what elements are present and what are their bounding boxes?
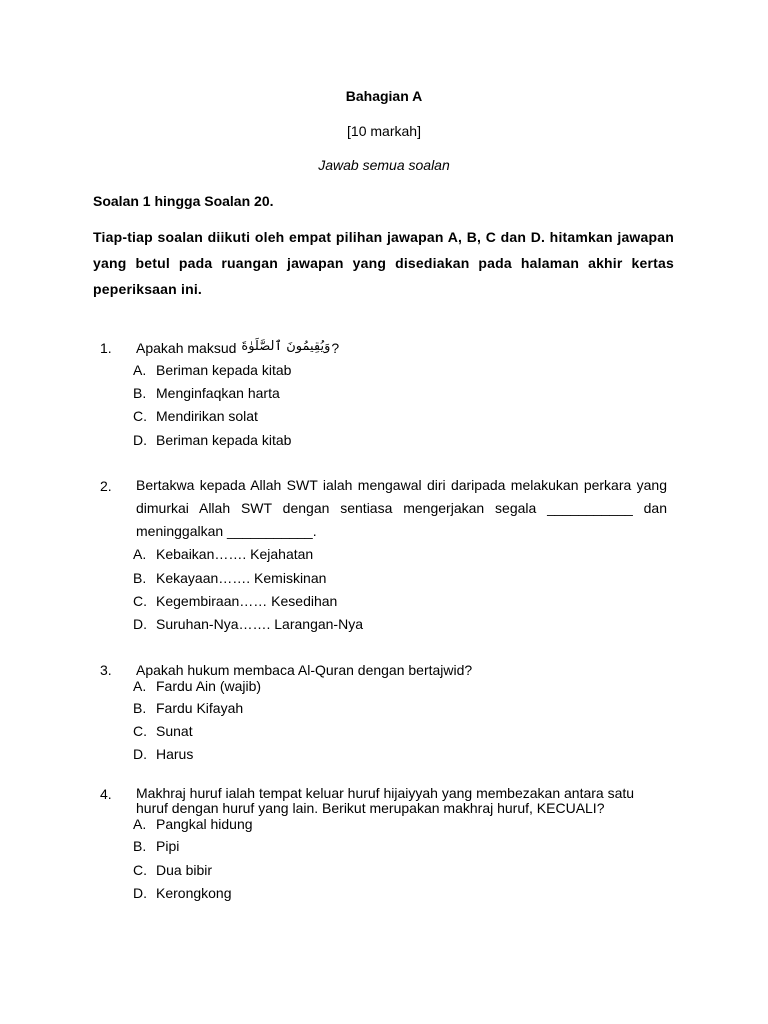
option-text: Fardu Kifayah — [156, 700, 244, 716]
option-text: Fardu Ain (wajib) — [156, 678, 262, 694]
option-text: Pipi — [156, 838, 180, 854]
question-number: 4. — [100, 786, 112, 802]
question-text: Bertakwa kepada Allah SWT ialah mengawal diri daripada melakukan perkara yang dimurkai Allah SWT dengan sentiasa mengerjakan segala ___________ dan meninggalkan ___________. — [136, 477, 667, 539]
option-text: Kekayaan……. Kemiskinan — [156, 570, 327, 586]
answer-option — [133, 838, 179, 854]
option-text: Kegembiraan…… Kesedihan — [156, 593, 338, 609]
question-text-line2: huruf dengan huruf yang lain. Berikut merupakan makhraj huruf, KECUALI? — [136, 800, 605, 816]
option-letter: C. — [133, 593, 147, 609]
option-letter: B. — [133, 700, 147, 716]
question-text: Apakah hukum membaca Al-Quran dengan bertajwid? — [136, 662, 473, 678]
answer-option — [133, 862, 212, 878]
option-text: Dua bibir — [156, 862, 213, 878]
section-marks: [10 markah] — [347, 123, 421, 139]
option-text: Suruhan-Nya……. Larangan-Nya — [156, 616, 363, 632]
section-title: Bahagian A — [345, 88, 423, 104]
option-letter: D. — [133, 616, 147, 632]
option-letter: B. — [133, 570, 147, 586]
option-letter: C. — [133, 408, 147, 424]
option-letter: D. — [133, 432, 147, 448]
option-letter: D. — [133, 746, 147, 762]
question-number: 2. — [100, 478, 112, 494]
answer-option — [133, 616, 363, 632]
option-text: Harus — [156, 746, 194, 762]
option-letter: B. — [133, 385, 147, 401]
answer-option — [133, 570, 326, 586]
answer-instructions: Tiap-tiap soalan diikuti oleh empat pilihan jawapan A, B, C dan D. hitamkan jawapan yang betul pada ruangan jawapan yang disediakan pada halaman akhir kertas peperiksaan ini. — [93, 229, 674, 297]
option-letter: A. — [133, 678, 147, 694]
answer-option — [133, 746, 193, 762]
question-text-line1: Makhraj huruf ialah tempat keluar huruf hijaiyyah yang membezakan antara satu — [136, 785, 635, 801]
answer-option — [133, 362, 291, 378]
option-text: Menginfaqkan harta — [156, 385, 280, 401]
answer-option — [133, 700, 243, 716]
answer-option — [133, 432, 291, 448]
section-instruction: Jawab semua soalan — [318, 157, 450, 173]
question-range: Soalan 1 hingga Soalan 20. — [93, 193, 274, 209]
option-text: Kebaikan……. Kejahatan — [156, 546, 314, 562]
option-letter: D. — [133, 885, 147, 901]
option-letter: A. — [133, 546, 147, 562]
option-letter: C. — [133, 723, 147, 739]
question-number: 1. — [100, 340, 112, 356]
question-number: 3. — [100, 662, 112, 678]
option-text: Pangkal hidung — [156, 816, 253, 832]
answer-option — [133, 816, 253, 832]
option-letter: B. — [133, 838, 147, 854]
option-letter: A. — [133, 816, 147, 832]
option-letter: C. — [133, 862, 147, 878]
question-text-after: ? — [331, 340, 340, 356]
arabic-phrase: وَيُقِيمُونَ ٱلصَّلَوٰةَ — [241, 339, 331, 354]
option-text: Sunat — [156, 723, 193, 739]
answer-option — [133, 593, 337, 609]
option-text: Kerongkong — [156, 885, 232, 901]
answer-option — [133, 408, 258, 424]
option-letter: A. — [133, 362, 147, 378]
option-text: Mendirikan solat — [156, 408, 258, 424]
option-text: Beriman kepada kitab — [156, 362, 292, 378]
answer-option — [133, 678, 261, 694]
answer-option — [133, 385, 280, 401]
answer-option — [133, 546, 313, 562]
option-text: Beriman kepada kitab — [156, 432, 292, 448]
answer-option — [133, 885, 232, 901]
answer-option — [133, 723, 193, 739]
question-text — [136, 340, 667, 357]
question-text-before: Apakah maksud — [136, 340, 237, 356]
